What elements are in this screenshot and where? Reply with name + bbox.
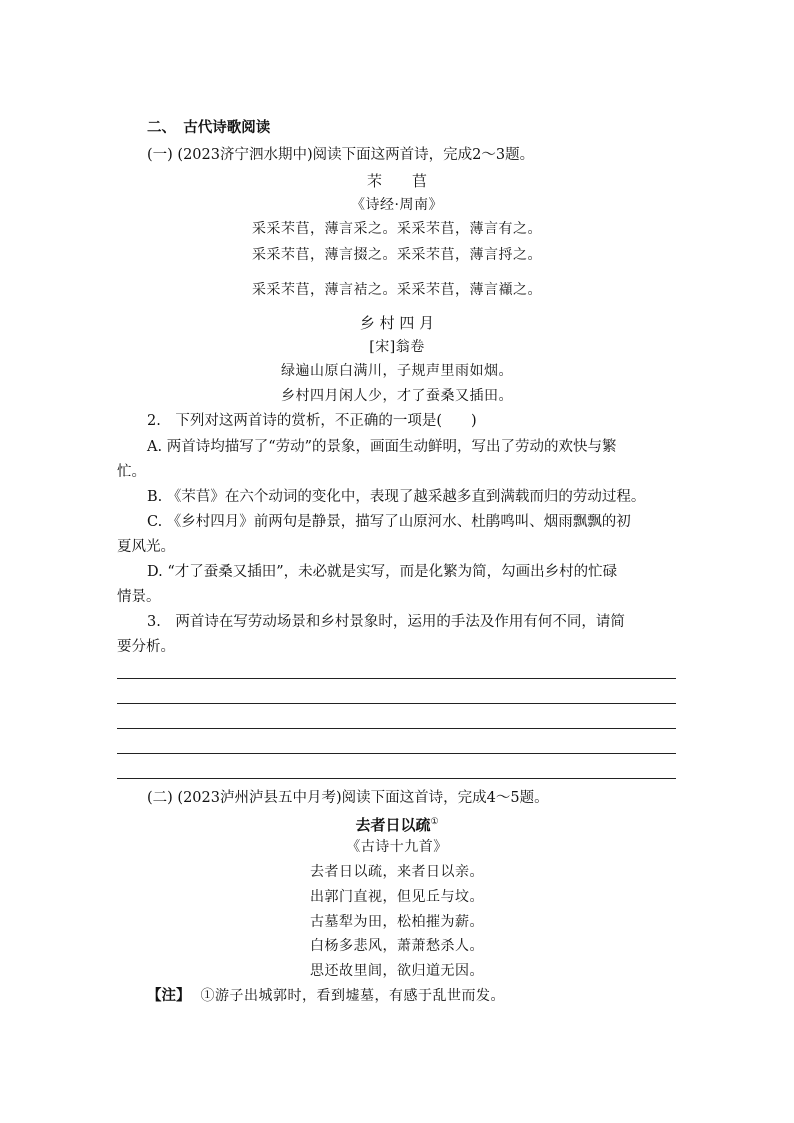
answer-line-3[interactable] — [117, 728, 676, 729]
question-3-stem: 3. 两首诗在写劳动场景和乡村景象时，运用的手法及作用有何不同，请简 — [147, 614, 625, 630]
poem3-line-5: 思还故里闾，欲归道无因。 — [310, 963, 484, 979]
question-2-option-d: D. “才了蚕桑又插田”，未必就是实写，而是化繁为简，勾画出乡村的忙碌 — [147, 564, 618, 580]
question-2-option-a: A. 两首诗均描写了“劳动”的景象，画面生动鲜明，写出了劳动的欢快与繁 — [147, 439, 617, 455]
part2-intro: (二) (2023泸州泸县五中月考)阅读下面这首诗，完成4～5题。 — [147, 790, 549, 806]
question-2-option-a-cont: 忙。 — [117, 464, 146, 480]
poem3-line-1: 去者日以疏，来者日以亲。 — [310, 864, 484, 880]
poem1-line-2: 采采芣苢，薄言掇之。采采芣苢，薄言捋之。 — [252, 247, 542, 263]
poem2-line-2: 乡村四月闲人少，才了蚕桑又插田。 — [281, 388, 513, 404]
poem3-line-4: 白杨多悲风，萧萧愁杀人。 — [310, 938, 484, 954]
poem2-author: [宋]翁卷 — [369, 339, 425, 355]
annotation-text: ①游子出城郭时，看到墟墓，有感于乱世而发。 — [200, 988, 505, 1004]
answer-line-5[interactable] — [117, 778, 676, 779]
answer-line-4[interactable] — [117, 753, 676, 754]
question-2-option-c-cont: 夏风光。 — [117, 539, 175, 555]
poem1-title: 芣 苢 — [366, 172, 427, 190]
section-heading: 二、 古代诗歌阅读 — [147, 119, 271, 136]
question-2-option-b: B. 《芣苢》在六个动词的变化中，表现了越采越多直到满载而归的劳动过程。 — [147, 489, 646, 505]
annotation — [147, 986, 505, 1006]
poem3-title-wrap — [0, 812, 794, 835]
answer-line-1[interactable] — [117, 678, 676, 679]
poem3-line-3: 古墓犁为田，松柏摧为薪。 — [310, 914, 484, 930]
poem3-line-2: 出郭门直视，但见丘与坟。 — [310, 889, 484, 905]
question-2-stem: 2. 下列对这两首诗的赏析，不正确的一项是( ) — [147, 413, 477, 429]
poem1-source: 《诗经·周南》 — [351, 197, 443, 213]
question-2-option-d-cont: 情景。 — [117, 589, 161, 605]
annotation-label: 【注】 — [147, 987, 191, 1004]
answer-line-2[interactable] — [117, 703, 676, 704]
poem1-line-1: 采采芣苢，薄言采之。采采芣苢，薄言有之。 — [252, 221, 542, 237]
poem3-source: 《古诗十九首》 — [346, 839, 448, 855]
poem1-line-3: 采采芣苢，薄言袺之。采采芣苢，薄言襭之。 — [252, 282, 542, 298]
footnote-marker: ① — [430, 817, 439, 827]
part1-intro: (一) (2023济宁泗水期中)阅读下面这两首诗，完成2～3题。 — [147, 147, 535, 163]
poem2-title: 乡 村 四 月 — [359, 314, 435, 332]
question-3-stem-cont: 要分析。 — [117, 639, 175, 655]
poem2-line-1: 绿遍山原白满川，子规声里雨如烟。 — [281, 363, 513, 379]
poem3-title: 去者日以疏 — [355, 816, 431, 834]
question-2-option-c: C. 《乡村四月》前两句是静景，描写了山原河水、杜鹃鸣叫、烟雨飘飘的初 — [147, 514, 631, 530]
